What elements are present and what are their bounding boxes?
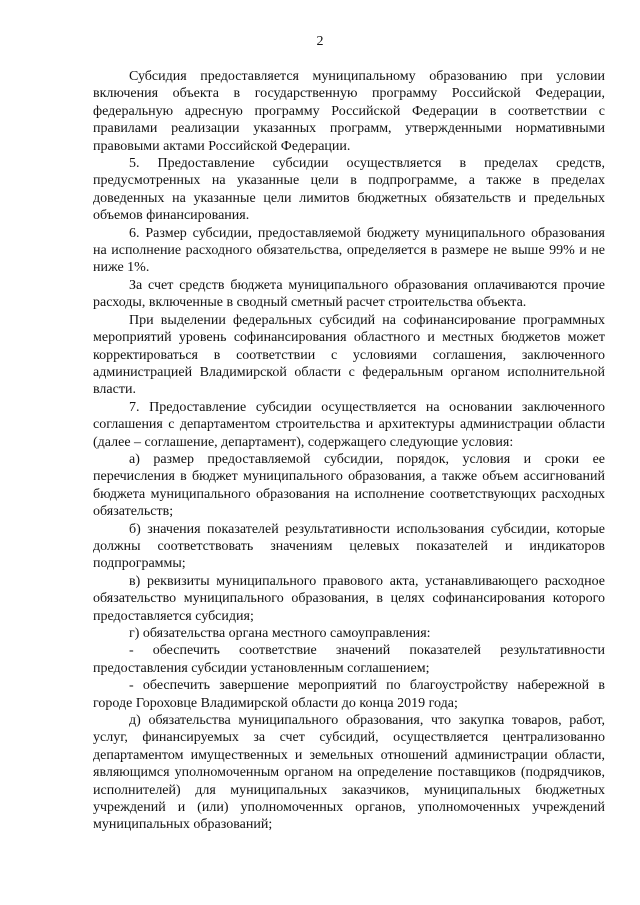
paragraph-condition-d: д) обязательства муниципального образования, что закупка товаров, работ, услуг, финансируемых за счет субсидий, осуществляется централизованно департаментом имущественных и земельных отношений администрации области, являющимся уполномоченным органом на определение поставщиков (подрядчиков, исполнителей) для муниципальных заказчиков, муниципальных бюджетных учреждений и (или) уполномоченных органов, уполномоченных учреждений муниципальных образований; <box>93 713 605 833</box>
paragraph-item-5: 5. Предоставление субсидии осуществляется в пределах средств, предусмотренных на указанные цели в подпрограмме, а также в пределах доведенных на указанные цели лимитов бюджетных обязательств и предельных объемов финансирования. <box>93 156 605 224</box>
paragraph-condition-a: а) размер предоставляемой субсидии, порядок, условия и сроки ее перечисления в бюджет муниципального образования, а также объем ассигнований бюджета муниципального образования на исполнение соответствующих расходных обязательств; <box>93 451 605 520</box>
paragraph-item-6: 6. Размер субсидии, предоставляемой бюджету муниципального образования на исполнение расходного обязательства, определяется в размере не выше 99% и не ниже 1%. <box>93 225 605 276</box>
paragraph-condition-g: г) обязательства органа местного самоуправления: <box>129 626 431 641</box>
paragraph-other-expenses: За счет средств бюджета муниципального образования оплачиваются прочие расходы, включенные в сводный сметный расчет строительства объекта. <box>93 277 605 311</box>
paragraph-condition-g-bullet-1: - обеспечить соответствие значений показателей результативности предоставления субсидии установленным соглашением; <box>93 643 605 676</box>
page-number: 2 <box>316 34 324 49</box>
document-body <box>93 68 605 834</box>
paragraph-condition-g-bullet-2: - обеспечить завершение мероприятий по благоустройству набережной в городе Гороховце Владимирской области до конца 2019 года; <box>93 678 605 711</box>
paragraph-item-7: 7. Предоставление субсидии осуществляется на основании заключенного соглашения с департаментом строительства и архитектуры администрации области (далее – соглашение, департамент), содержащего следующие условия: <box>93 399 605 450</box>
paragraph-subsidy-condition: Субсидия предоставляется муниципальному образованию при условии включения объекта в государственную программу Российской Федерации, федеральную адресную программу Российской Федерации в соответствии с правилами реализации указанных программ, утвержденными нормативными правовыми актами Российской Федерации. <box>93 69 605 154</box>
paragraph-federal-subsidies: При выделении федеральных субсидий на софинансирование программных мероприятий уровень софинансирования областного и местных бюджетов может корректироваться в соответствии с условиями соглашения, заключенного администрацией Владимирской области с федеральным органом исполнительной власти. <box>93 312 605 398</box>
paragraph-condition-v: в) реквизиты муниципального правового акта, устанавливающего расходное обязательство муниципального образования, в целях софинансирования которого предоставляется субсидия; <box>93 573 605 624</box>
paragraph-condition-b: б) значения показателей результативности использования субсидии, которые должны соответствовать значениям целевых показателей и индикаторов подпрограммы; <box>93 521 605 572</box>
